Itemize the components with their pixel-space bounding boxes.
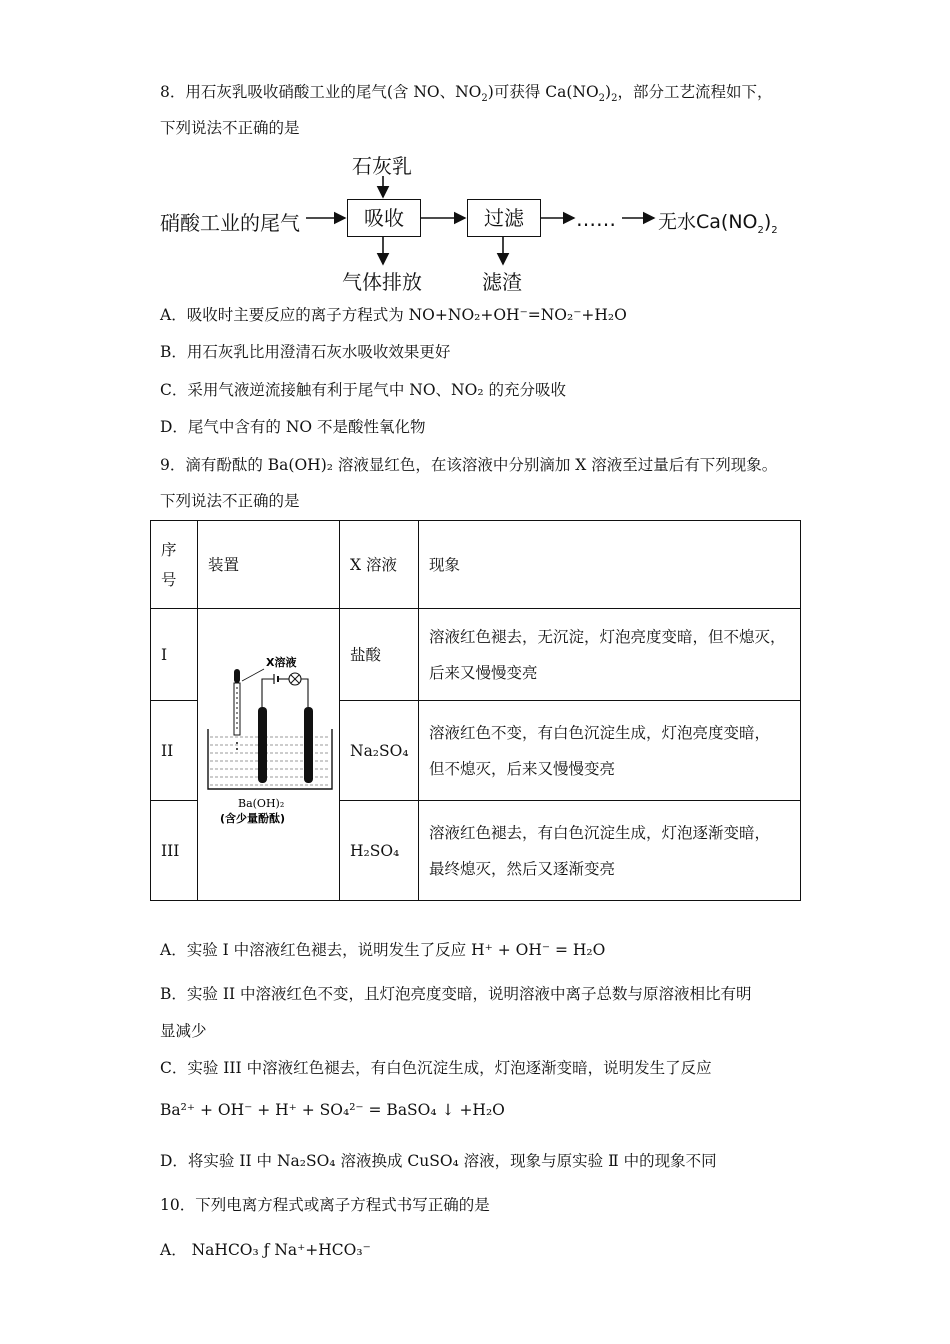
q8-option-a: A．吸收时主要反应的离子方程式为 NO+NO₂+OH⁻=NO₂⁻+H₂O bbox=[160, 306, 627, 324]
row-phenomenon: 溶液红色不变，有白色沉淀生成，灯泡亮度变暗， 但不熄灭，后来又慢慢变亮 bbox=[419, 701, 801, 801]
row-x-solution: H₂SO₄ bbox=[340, 801, 419, 901]
q8-stem-line2: 下列说法不正确的是 bbox=[160, 119, 300, 137]
header-apparatus: 装置 bbox=[198, 521, 340, 609]
q8-option-d: D．尾气中含有的 NO 不是酸性氧化物 bbox=[160, 418, 426, 436]
flow-reagent: 石灰乳 bbox=[352, 154, 412, 178]
q8-option-c: C．采用气液逆流接触有利于尾气中 NO、NO₂ 的充分吸收 bbox=[160, 381, 566, 399]
row-phenomenon: 溶液红色褪去，无沉淀，灯泡亮度变暗，但不熄灭， 后来又慢慢变亮 bbox=[419, 609, 801, 701]
diagram-label-x-solution: X溶液 bbox=[266, 656, 297, 669]
row-x-solution: Na₂SO₄ bbox=[340, 701, 419, 801]
q9-stem-line1: 9．滴有酚酞的 Ba(OH)₂ 溶液显红色，在该溶液中分别滴加 X 溶液至过量后有下列现象。 bbox=[160, 456, 778, 474]
apparatus-diagram-cell bbox=[198, 609, 340, 901]
flow-gas-out: 气体排放 bbox=[342, 270, 422, 294]
flow-arrows bbox=[0, 0, 950, 300]
header-index: 序 号 bbox=[151, 521, 198, 609]
electrode-right bbox=[304, 707, 313, 783]
header-phenomenon: 现象 bbox=[419, 521, 801, 609]
flow-box-absorb: 吸收 bbox=[347, 199, 421, 237]
q10-option-a: A． NaHCO₃ ƒ Na⁺+HCO₃⁻ bbox=[160, 1241, 371, 1259]
q9-option-a: A．实验 I 中溶液红色褪去，说明发生了反应 H⁺ + OH⁻ = H₂O bbox=[160, 941, 606, 959]
diagram-label-phenolphthalein: (含少量酚酞) bbox=[220, 812, 286, 825]
q8-option-b: B．用石灰乳比用澄清石灰水吸收效果更好 bbox=[160, 343, 451, 361]
dropper-bulb bbox=[234, 669, 240, 683]
q9-option-d: D．将实验 II 中 Na₂SO₄ 溶液换成 CuSO₄ 溶液，现象与原实验 Ⅱ 中的现象不同 bbox=[160, 1152, 717, 1170]
row-id: III bbox=[151, 801, 198, 901]
row-phenomenon: 溶液红色褪去，有白色沉淀生成，灯泡逐渐变暗， 最终熄灭，然后又逐渐变亮 bbox=[419, 801, 801, 901]
electrode-left bbox=[258, 707, 267, 783]
row-id: I bbox=[151, 609, 198, 701]
flow-residue: 滤渣 bbox=[482, 270, 522, 294]
flow-box-filter: 过滤 bbox=[467, 199, 541, 237]
q9-option-b-line2: 显减少 bbox=[160, 1022, 207, 1040]
diagram-label-baoh2: Ba(OH)₂ bbox=[238, 797, 285, 810]
q9-option-c-line2: Ba²⁺ + OH⁻ + H⁺ + SO₄²⁻ = BaSO₄ ↓ +H₂O bbox=[160, 1101, 505, 1119]
table-header-row bbox=[151, 521, 801, 609]
header-x-solution: X 溶液 bbox=[340, 521, 419, 609]
q9-option-c-line1: C．实验 III 中溶液红色褪去，有白色沉淀生成，灯泡逐渐变暗，说明发生了反应 bbox=[160, 1059, 712, 1077]
row-x-solution: 盐酸 bbox=[340, 609, 419, 701]
flow-dots: …… bbox=[576, 207, 616, 231]
beaker bbox=[208, 729, 332, 789]
q9-option-b-line1: B．实验 II 中溶液红色不变，且灯泡亮度变暗，说明溶液中离子总数与原溶液相比有明 bbox=[160, 985, 752, 1003]
flow-product: 无水$Ca(NO_2)_2$ bbox=[658, 211, 778, 236]
q9-experiment-table bbox=[150, 520, 801, 901]
q9-stem-line2: 下列说法不正确的是 bbox=[160, 492, 300, 510]
flow-input: 硝酸工业的尾气 bbox=[160, 211, 300, 235]
q10-stem: 10．下列电离方程式或离子方程式书写正确的是 bbox=[160, 1196, 490, 1214]
table-row bbox=[151, 609, 801, 701]
conductivity-apparatus-diagram bbox=[198, 609, 339, 887]
row-id: II bbox=[151, 701, 198, 801]
q8-stem-line1: 8．用石灰乳吸收硝酸工业的尾气(含 NO、$NO_2$)可获得 $Ca(NO_2)_2$，部分工艺流程如下， bbox=[160, 83, 773, 105]
